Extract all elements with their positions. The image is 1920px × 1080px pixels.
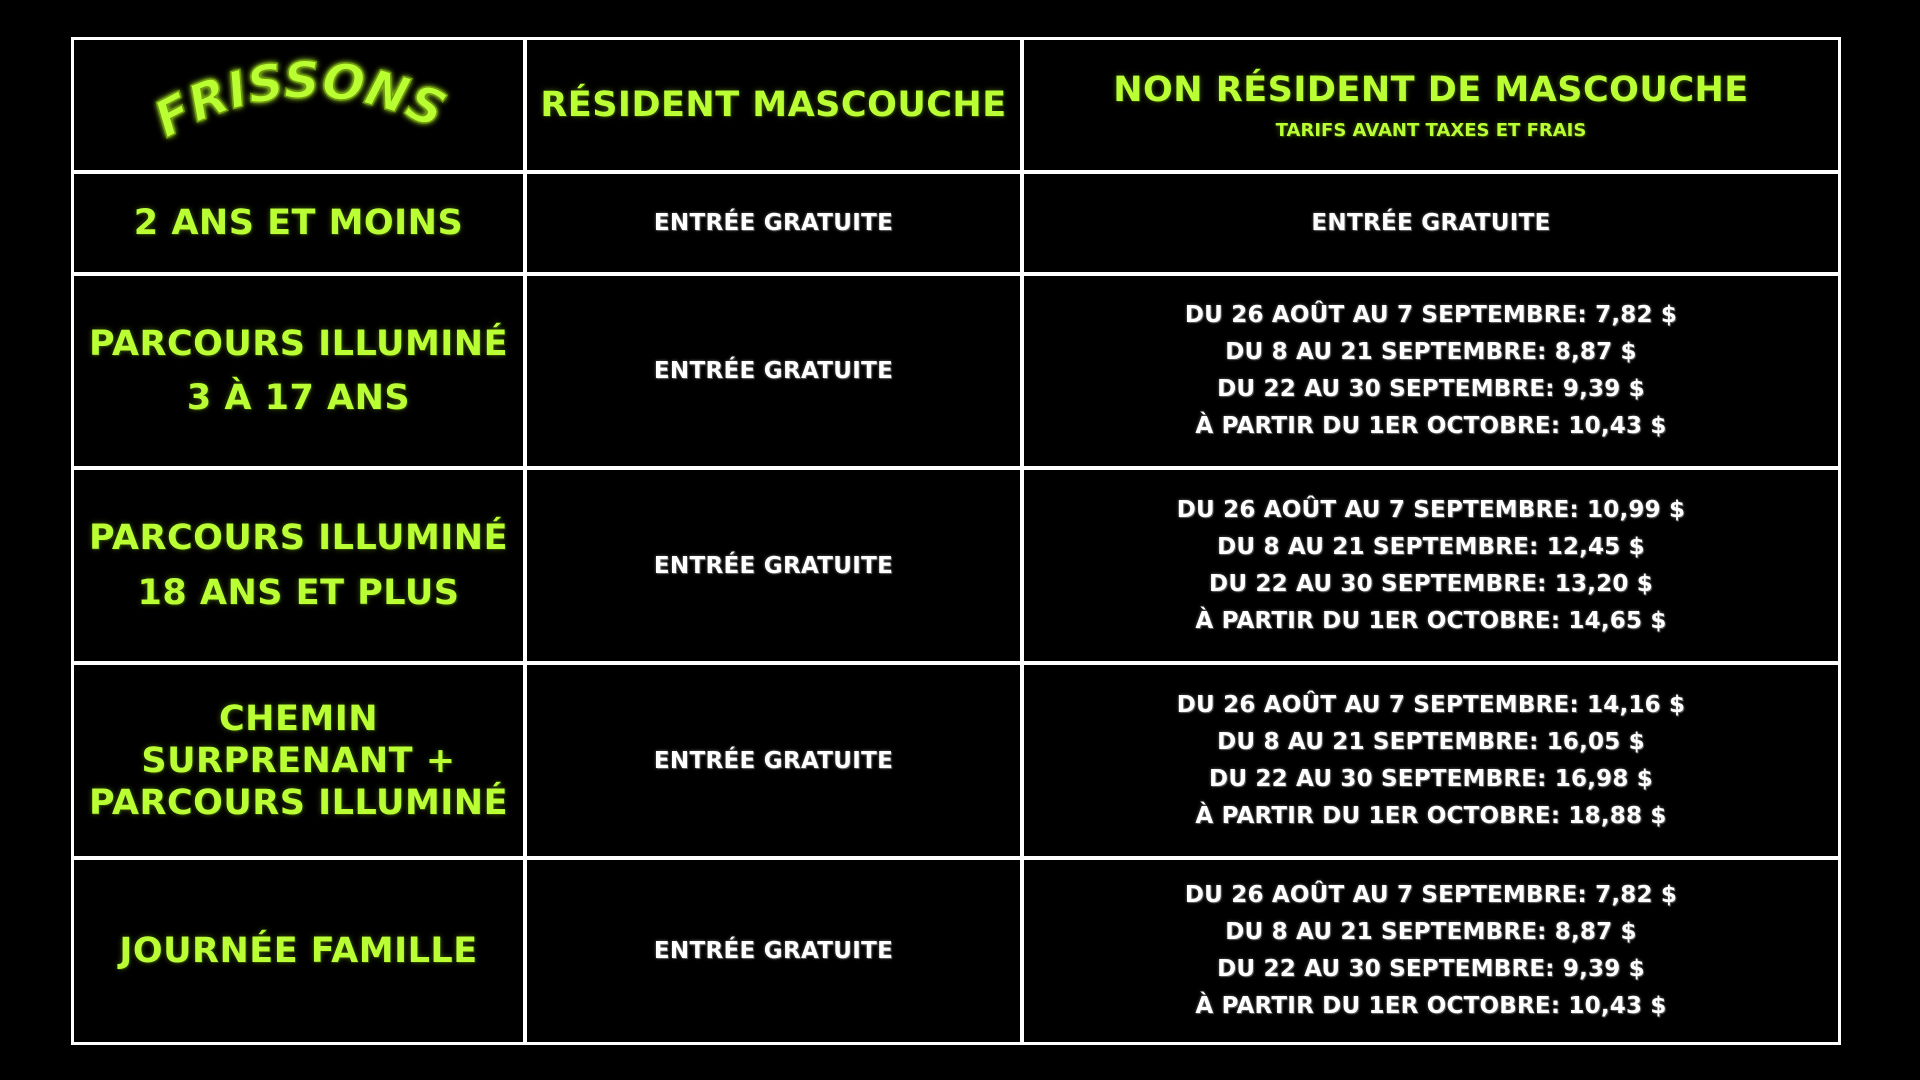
resident-price-cell	[527, 174, 1020, 272]
resident-price: ENTRÉE GRATUITE	[653, 747, 894, 774]
non-resident-price-cell	[1024, 860, 1838, 1042]
header-resident-label: RÉSIDENT MASCOUCHE	[540, 85, 1007, 125]
header-non-resident-label: NON RÉSIDENT DE MASCOUCHE	[1113, 69, 1749, 110]
logo-cell	[74, 40, 523, 170]
non-resident-price: ENTRÉE GRATUITE	[1311, 210, 1551, 236]
category-cell	[74, 860, 523, 1042]
category-line: SURPRENANT +	[141, 740, 456, 781]
price-line: DU 26 AOÛT AU 7 SEPTEMBRE: 14,16 $	[1176, 691, 1686, 718]
price-line: DU 26 AOÛT AU 7 SEPTEMBRE: 7,82 $	[1184, 882, 1678, 908]
price-line: DU 8 AU 21 SEPTEMBRE: 16,05 $	[1217, 728, 1645, 755]
price-line: À PARTIR DU 1ER OCTOBRE: 14,65 $	[1195, 607, 1667, 634]
category-cell	[74, 174, 523, 272]
price-line: DU 26 AOÛT AU 7 SEPTEMBRE: 10,99 $	[1176, 496, 1686, 523]
resident-price-cell	[527, 276, 1020, 466]
category-line: 18 ANS ET PLUS	[137, 572, 460, 613]
header-resident	[527, 40, 1020, 170]
category-line: CHEMIN	[218, 698, 379, 739]
price-line: DU 8 AU 21 SEPTEMBRE: 12,45 $	[1217, 533, 1645, 560]
category-cell	[74, 276, 523, 466]
header-non-resident-note: TARIFS AVANT TAXES ET FRAIS	[1275, 119, 1587, 141]
price-line: DU 8 AU 21 SEPTEMBRE: 8,87 $	[1225, 919, 1637, 945]
price-line: DU 8 AU 21 SEPTEMBRE: 8,87 $	[1225, 339, 1637, 365]
pricing-table	[71, 37, 1841, 1045]
price-line: DU 22 AU 30 SEPTEMBRE: 16,98 $	[1209, 765, 1653, 792]
price-line: DU 22 AU 30 SEPTEMBRE: 13,20 $	[1209, 570, 1653, 597]
logo-text: FRISSONS	[144, 50, 454, 150]
category-cell	[74, 665, 523, 856]
non-resident-price-cell	[1024, 276, 1838, 466]
price-line: DU 22 AU 30 SEPTEMBRE: 9,39 $	[1217, 376, 1645, 402]
price-line: DU 26 AOÛT AU 7 SEPTEMBRE: 7,82 $	[1184, 302, 1678, 328]
price-line: À PARTIR DU 1ER OCTOBRE: 18,88 $	[1195, 802, 1667, 829]
price-line: À PARTIR DU 1ER OCTOBRE: 10,43 $	[1195, 413, 1667, 439]
category-line: JOURNÉE FAMILLE	[119, 930, 478, 971]
frissons-logo	[144, 50, 454, 160]
non-resident-price-cell	[1024, 665, 1838, 856]
resident-price: ENTRÉE GRATUITE	[653, 938, 894, 964]
frissons-logo-art	[144, 50, 454, 160]
resident-price: ENTRÉE GRATUITE	[653, 358, 894, 384]
category-cell	[74, 470, 523, 661]
category-line: PARCOURS ILLUMINÉ	[88, 518, 509, 559]
non-resident-price-cell	[1024, 174, 1838, 272]
header-non-resident	[1024, 40, 1838, 170]
category-line: PARCOURS ILLUMINÉ	[88, 782, 509, 823]
svg-text:FRISSONS	[144, 51, 453, 149]
resident-price-cell	[527, 470, 1020, 661]
category-line: 2 ANS ET MOINS	[133, 202, 464, 243]
resident-price: ENTRÉE GRATUITE	[653, 210, 894, 236]
resident-price-cell	[527, 665, 1020, 856]
price-line: DU 22 AU 30 SEPTEMBRE: 9,39 $	[1217, 956, 1645, 982]
resident-price-cell	[527, 860, 1020, 1042]
non-resident-price-cell	[1024, 470, 1838, 661]
price-line: À PARTIR DU 1ER OCTOBRE: 10,43 $	[1195, 993, 1667, 1019]
category-line: PARCOURS ILLUMINÉ	[88, 323, 509, 364]
category-line: 3 À 17 ANS	[186, 378, 411, 418]
resident-price: ENTRÉE GRATUITE	[653, 552, 894, 579]
